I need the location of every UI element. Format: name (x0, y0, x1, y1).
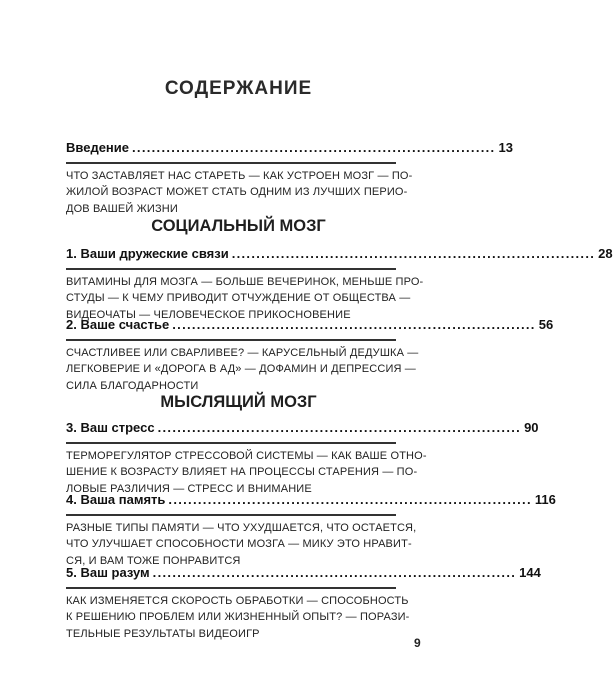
description-line: ЖИЛОЙ ВОЗРАСТ МОЖЕТ СТАТЬ ОДНИМ ИЗ ЛУЧШИХ ПЕРИО- (66, 186, 408, 199)
toc-entry-chapter-4 (66, 492, 556, 570)
toc-entry-page: 90 (524, 420, 539, 435)
toc-entry-chapter-3 (66, 420, 539, 498)
contents-title: СОДЕРЖАНИЕ (164, 78, 313, 99)
toc-entry-page: 144 (519, 565, 541, 580)
description-line: ЛОВЫЕ РАЗЛИЧИЯ — СТРЕСС И ВНИМАНИЕ (66, 482, 312, 495)
toc-entry-label: 3. Ваш стресс (66, 420, 155, 435)
toc-entry-page: 56 (538, 317, 554, 332)
toc-entry-heading (66, 565, 541, 582)
toc-entry-heading (66, 420, 539, 437)
toc-entry-heading (66, 492, 556, 509)
description-line: ШЕНИЕ К ВОЗРАСТУ ВЛИЯЕТ НА ПРОЦЕССЫ СТАРЕНИЯ — ПО- (66, 466, 418, 479)
toc-entry-introduction (66, 140, 513, 218)
toc-entry-chapter-5 (66, 565, 541, 643)
divider (66, 587, 396, 589)
description-line: СИЛА БЛАГОДАРНОСТИ (66, 379, 199, 392)
page-number: 9 (414, 636, 421, 650)
toc-entry-description (66, 168, 413, 218)
toc-entry-heading (66, 317, 554, 334)
divider (66, 339, 396, 341)
divider (66, 442, 396, 444)
description-line: РАЗНЫЕ ТИПЫ ПАМЯТИ — ЧТО УХУДШАЕТСЯ, ЧТО ОСТАЕТСЯ, (66, 521, 417, 534)
toc-entry-description (66, 593, 410, 643)
toc-entry-label: 2. Ваше счастье (66, 317, 170, 332)
description-line: ЧТО УЛУЧШАЕТ СПОСОБНОСТИ МОЗГА — МИКУ ЭТО НРАВИТ- (66, 538, 412, 551)
toc-entry-page: 116 (534, 492, 556, 507)
toc-entry-description (66, 448, 427, 498)
dot-leader: .......................................................................... (172, 317, 536, 332)
dot-leader: .......................................................................... (157, 420, 522, 435)
description-line: К РЕШЕНИЮ ПРОБЛЕМ ИЛИ ЖИЗНЕННЫЙ ОПЫТ? — ПОРАЗИ- (66, 611, 410, 624)
toc-entry-label: 5. Ваш разум (66, 565, 150, 580)
toc-entry-label: Введение (66, 140, 129, 155)
description-line: СТУДЫ — К ЧЕМУ ПРИВОДИТ ОТЧУЖДЕНИЕ ОТ ОБЩЕСТВА — (66, 292, 411, 305)
toc-entry-chapter-1 (66, 246, 613, 324)
description-line: ТЕРМОРЕГУЛЯТОР СТРЕССОВОЙ СИСТЕМЫ — КАК ВАШЕ ОТНО- (66, 449, 427, 462)
toc-entry-label: 1. Ваши дружеские связи (66, 246, 229, 261)
dot-leader: .......................................................................... (231, 246, 596, 261)
toc-entry-page: 28 (598, 246, 613, 261)
toc-entry-description (66, 520, 417, 570)
description-line: СЯ, И ВАМ ТОЖЕ ПОНРАВИТСЯ (66, 554, 241, 567)
dot-leader: .......................................................................... (132, 140, 496, 155)
toc-entry-description (66, 345, 419, 395)
divider (66, 514, 396, 516)
toc-entry-page: 13 (498, 140, 513, 155)
description-line: ЧТО ЗАСТАВЛЯЕТ НАС СТАРЕТЬ — КАК УСТРОЕН МОЗГ — ПО- (66, 169, 413, 182)
divider (66, 162, 396, 164)
description-line: КАК ИЗМЕНЯЕТСЯ СКОРОСТЬ ОБРАБОТКИ — СПОСОБНОСТЬ (66, 594, 409, 607)
dot-leader: .......................................................................... (152, 565, 517, 580)
description-line: ВИТАМИНЫ ДЛЯ МОЗГА — БОЛЬШЕ ВЕЧЕРИНОК, МЕНЬШЕ ПРО- (66, 275, 424, 288)
toc-entry-heading (66, 246, 613, 263)
description-line: СЧАСТЛИВЕЕ ИЛИ СВАРЛИВЕЕ? — КАРУСЕЛЬНЫЙ ДЕДУШКА — (66, 346, 419, 359)
toc-entry-chapter-2 (66, 317, 554, 395)
divider (66, 268, 396, 270)
toc-entry-heading (66, 140, 513, 157)
description-line: ЛЕГКОВЕРИЕ И «ДОРОГА В АД» — ДОФАМИН И ДЕПРЕССИЯ — (66, 363, 416, 376)
description-line: ТЕЛЬНЫЕ РЕЗУЛЬТАТЫ ВИДЕОИГР (66, 627, 260, 640)
description-line: ДОВ ВАШЕЙ ЖИЗНИ (66, 202, 178, 215)
part-title-thinking-brain: МЫСЛЯЩИЙ МОЗГ (160, 393, 317, 411)
description-line: ВИДЕОЧАТЫ — ЧЕЛОВЕЧЕСКОЕ ПРИКОСНОВЕНИЕ (66, 308, 351, 321)
part-title-social-brain: СОЦИАЛЬНЫЙ МОЗГ (151, 217, 326, 235)
dot-leader: .......................................................................... (168, 492, 532, 507)
toc-entry-label: 4. Ваша память (66, 492, 166, 507)
